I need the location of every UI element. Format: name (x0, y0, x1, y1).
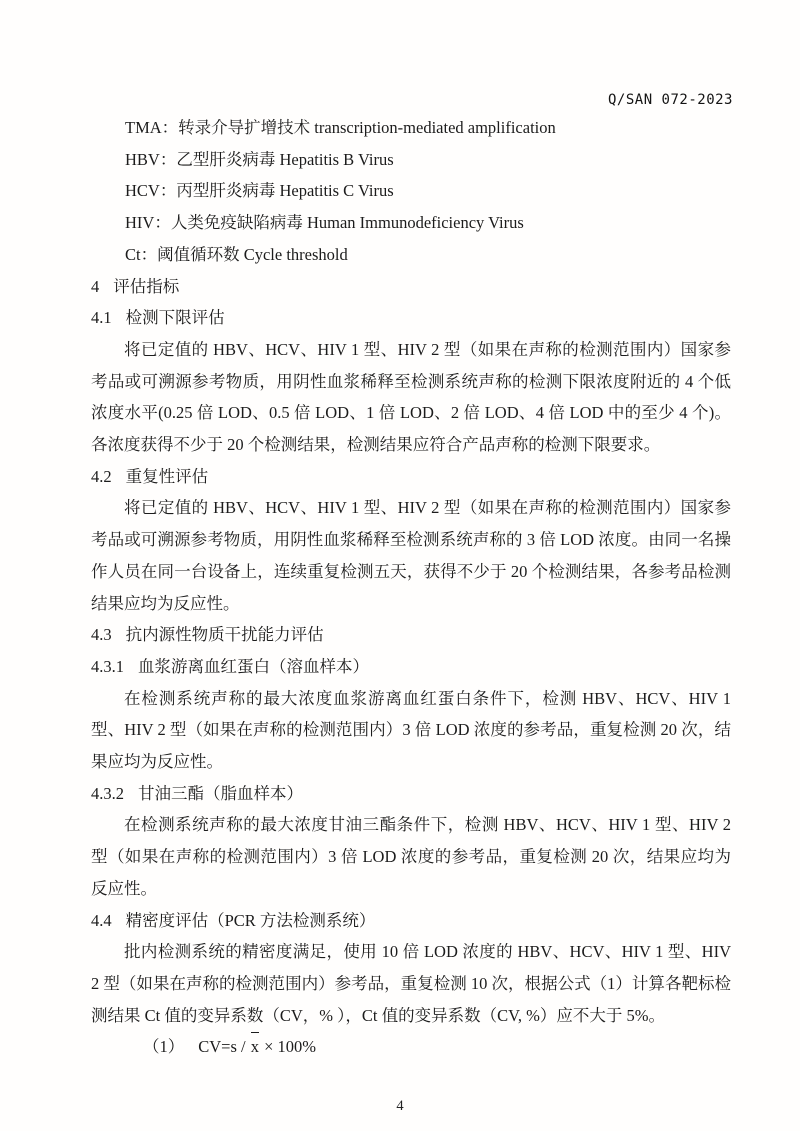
abbreviation-line-hcv: HCV：丙型肝炎病毒 Hepatitis C Virus (125, 181, 394, 201)
section-number: 4.2 (91, 466, 112, 486)
section-heading-4 (91, 271, 731, 303)
section-heading-4-3-2 (91, 778, 731, 810)
paragraph-4-3-2: 在检测系统声称的最大浓度甘油三酯条件下，检测 HBV、HCV、HIV 1 型、HIV 2 型（如果在声称的检测范围内）3 倍 LOD 浓度的参考品，重复检测 20 次，结果应均为反应性。 (91, 815, 731, 898)
section-heading-4-1 (91, 302, 731, 334)
page-number: 4 (396, 1098, 404, 1114)
section-title: 评估指标 (113, 276, 180, 296)
formula-cv (91, 1031, 731, 1063)
section-title: 重复性评估 (125, 466, 209, 486)
page-header (91, 92, 733, 108)
formula-xbar: x (250, 1031, 260, 1063)
section-title: 抗内源性物质干扰能力评估 (125, 625, 324, 645)
section-number: 4.3 (91, 625, 112, 645)
formula-lhs: CV=s / (198, 1037, 246, 1057)
section-title: 血浆游离血红蛋白（溶血样本） (138, 656, 369, 676)
section-heading-4-3 (91, 619, 731, 651)
formula-number: （1） (143, 1037, 185, 1057)
page-footer (0, 1098, 800, 1115)
section-heading-4-3-1 (91, 651, 731, 683)
abbreviation-line-hiv: HIV：人类免疫缺陷病毒 Human Immunodeficiency Virus (125, 213, 524, 233)
section-number: 4.3.2 (91, 783, 124, 803)
section-heading-4-4 (91, 905, 731, 937)
document-content (91, 112, 731, 1063)
section-number: 4 (91, 276, 100, 296)
section-title: 检测下限评估 (125, 308, 225, 328)
paragraph-4-2: 将已定值的 HBV、HCV、HIV 1 型、HIV 2 型（如果在声称的检测范围内）国家参考品或可溯源参考物质，用阴性血浆稀释至检测系统声称的 3 倍 LOD 浓度。由同一名操作人员在同一台设备上，连续重复检测五天，获得不少于 20 个检测结果，各参考品检测结果应均为反应性。 (91, 498, 731, 613)
section-title: 精密度评估（PCR 方法检测系统） (125, 910, 376, 930)
paragraph-4-1: 将已定值的 HBV、HCV、HIV 1 型、HIV 2 型（如果在声称的检测范围内）国家参考品或可溯源参考物质，用阴性血浆稀释至检测系统声称的检测下限浓度附近的 4 个低浓度水平(0.25 倍 LOD、0.5 倍 LOD、1 倍 LOD、2 倍 LOD、4 倍 LOD 中的至少 4 个)。各浓度获得不少于 20 个检测结果，检测结果应符合产品声称的检测下限要求。 (91, 339, 731, 455)
section-number: 4.4 (91, 910, 112, 930)
section-number: 4.3.1 (91, 656, 124, 676)
section-title: 甘油三酯（脂血样本） (138, 783, 303, 803)
section-number: 4.1 (91, 308, 112, 328)
abbreviation-line-ct: Ct：阈值循环数 Cycle threshold (125, 244, 348, 264)
section-heading-4-2 (91, 461, 731, 493)
abbreviation-line-hbv: HBV：乙型肝炎病毒 Hepatitis B Virus (125, 149, 394, 169)
abbreviation-line-tma: TMA：转录介导扩增技术 transcription-mediated amplification (125, 118, 556, 137)
paragraph-4-4: 批内检测系统的精密度满足，使用 10 倍 LOD 浓度的 HBV、HCV、HIV 1 型、HIV 2 型（如果在声称的检测范围内）参考品，重复检测 10 次，根据公式（1）计算各靶标检测结果 Ct 值的变异系数（CV，% ），Ct 值的变异系数（CV, %）应不大于 5%。 (91, 942, 731, 1025)
paragraph-4-3-1: 在检测系统声称的最大浓度血浆游离血红蛋白条件下，检测 HBV、HCV、HIV 1 型、HIV 2 型（如果在声称的检测范围内）3 倍 LOD 浓度的参考品，重复检测 20 次，结果应均为反应性。 (91, 688, 731, 772)
document-code: Q/SAN 072-2023 (607, 92, 733, 108)
formula-rhs: × 100% (264, 1037, 317, 1057)
